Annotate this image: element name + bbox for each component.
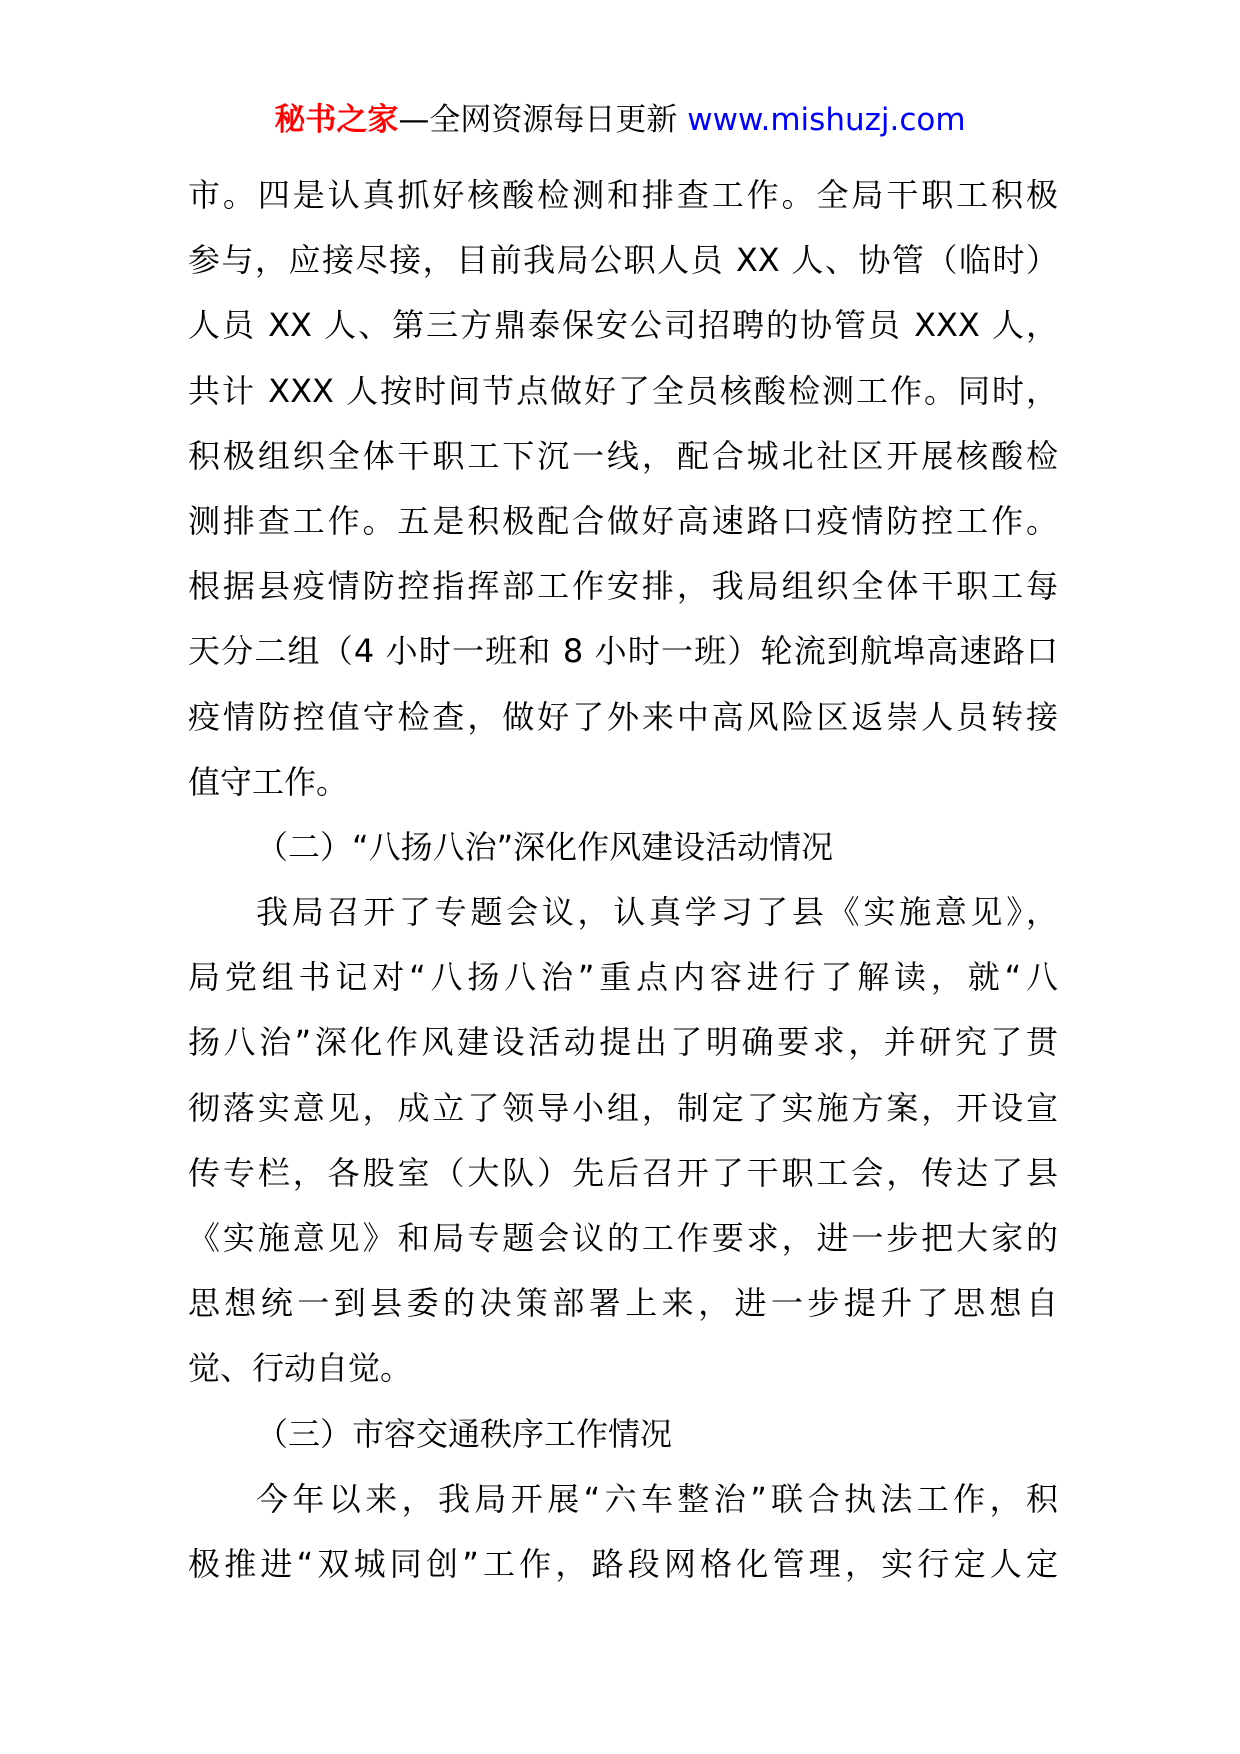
paragraph-line: 极推进“双城同创”工作，路段网格化管理，实行定人定 bbox=[188, 1544, 1058, 1583]
paragraph-line: 积极组织全体干职工下沉一线，配合城北社区开展核酸检 bbox=[188, 436, 1058, 475]
document-body bbox=[188, 163, 1058, 1597]
paragraph-line: 思想统一到县委的决策部署上来，进一步提升了思想自 bbox=[188, 1284, 1058, 1323]
site-header bbox=[0, 100, 1240, 140]
paragraph-line: 人员 XX 人、第三方鼎泰保安公司招聘的协管员 XXX 人， bbox=[188, 306, 1058, 345]
paragraph-line: 测排查工作。五是积极配合做好高速路口疫情防控工作。 bbox=[188, 501, 1058, 540]
paragraph-line: 共计 XXX 人按时间节点做好了全员核酸检测工作。同时， bbox=[188, 371, 1058, 410]
paragraph-line: 我局召开了专题会议，认真学习了县《实施意见》， bbox=[256, 893, 1058, 932]
paragraph-line: 今年以来，我局开展“六车整治”联合执法工作，积 bbox=[256, 1479, 1058, 1518]
paragraph-line: 彻落实意见，成立了领导小组，制定了实施方案，开设宣 bbox=[188, 1088, 1058, 1127]
section-heading: （三）市容交通秩序工作情况 bbox=[256, 1414, 673, 1453]
paragraph-line: 扬八治”深化作风建设活动提出了明确要求，并研究了贯 bbox=[188, 1023, 1058, 1062]
paragraph-line: 疫情防控值守检查，做好了外来中高风险区返崇人员转接 bbox=[188, 697, 1058, 736]
section-heading: （二）“八扬八治”深化作风建设活动情况 bbox=[256, 827, 834, 866]
paragraph-line: 值守工作。 bbox=[188, 762, 349, 801]
paragraph-line: 根据县疫情防控指挥部工作安排，我局组织全体干职工每 bbox=[188, 567, 1058, 606]
paragraph-line: 市。四是认真抓好核酸检测和排查工作。全局干职工积极 bbox=[188, 176, 1058, 214]
header-brand: 秘书之家 bbox=[274, 102, 399, 138]
paragraph-line: 局党组书记对“八扬八治”重点内容进行了解读，就“八 bbox=[188, 958, 1058, 997]
header-site-link[interactable]: www.mishuzj.com bbox=[687, 102, 966, 138]
paragraph-line: 觉、行动自觉。 bbox=[188, 1349, 413, 1388]
header-tagline: —全网资源每日更新 bbox=[398, 102, 688, 138]
paragraph-line: 天分二组（4 小时一班和 8 小时一班）轮流到航埠高速路口 bbox=[188, 632, 1058, 671]
paragraph-line: 《实施意见》和局专题会议的工作要求，进一步把大家的 bbox=[188, 1219, 1058, 1257]
paragraph-line: 传专栏，各股室（大队）先后召开了干职工会，传达了县 bbox=[188, 1153, 1058, 1192]
paragraph-line: 参与，应接尽接，目前我局公职人员 XX 人、协管（临时） bbox=[188, 241, 1058, 280]
